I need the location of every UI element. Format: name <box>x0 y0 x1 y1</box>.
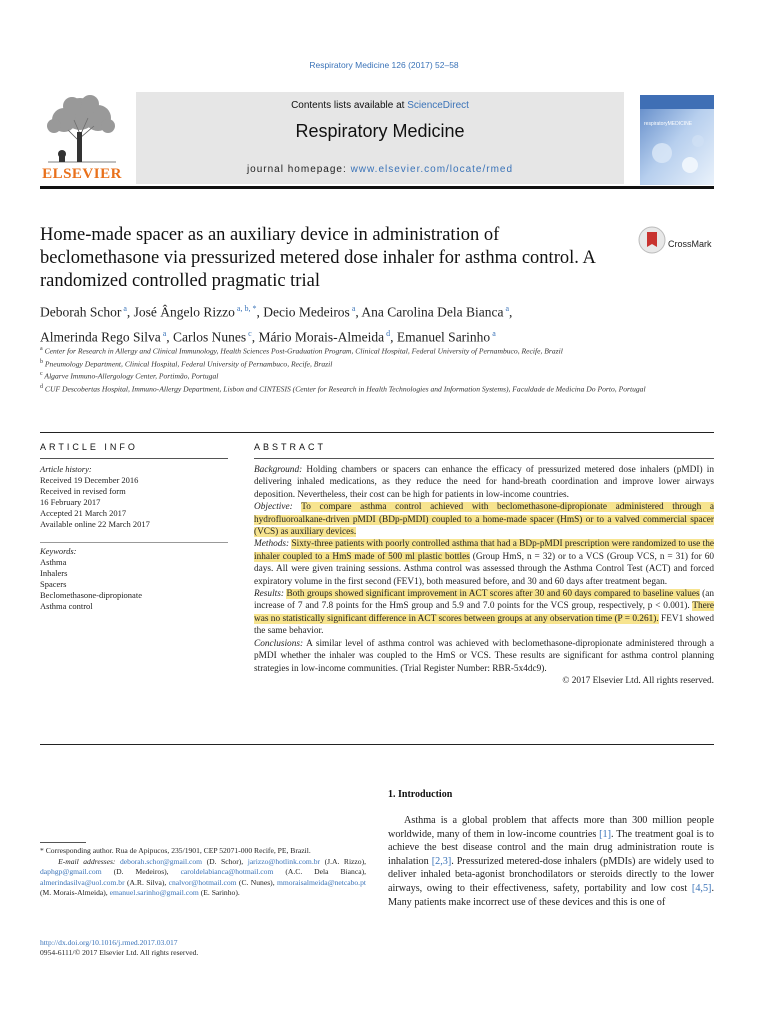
contents-availability <box>136 100 624 111</box>
affiliation-text: Center for Research in Allergy and Clinical Immunology, Health Sciences Post-Graduation Program, Clinical Hospital, Federal University of Pernambuco, Recife, Brazil <box>42 346 563 356</box>
cover-label: respiratoryMEDICINE <box>644 121 693 127</box>
methods-label: Methods: <box>254 539 290 550</box>
email-owner: (D. Schor), <box>202 856 248 866</box>
results-end-text: FEV1 showed the same behavior. <box>254 613 715 637</box>
email-link[interactable]: deborah.schor@gmail.com <box>120 856 203 866</box>
header-rule <box>40 186 714 189</box>
intro-text: Asthma is a global problem that affects more than 300 million people worldwide, many of them in low-income countries <box>388 815 714 840</box>
affiliation-text: CUF Descobertas Hospital, Immuno-Allergy Department, Lisbon and CINTESIS (Center for Research in Health Technologies and Information Systems), Faculdade de Medicina Do Porto, Portugal <box>43 384 646 394</box>
author-list: Deborah Schor $^a$, José Ângelo Rizzo $^{a, b, *}$, Decio Medeiros $^a$, Ana Carolina Dela Bianca $^a$, Almerinda Rego Silva $^a$, Carlos Nunes $^c$, Mário Morais-Almeida $^d$, Emanuel Sarinho $^a$ <box>40 304 516 344</box>
author-affiliation-mark[interactable]: a <box>503 304 510 313</box>
author-name[interactable]: Mário Morais-Almeida <box>258 329 385 344</box>
email-owner: (M. Morais-Almeida), <box>40 888 110 898</box>
abstract-copyright: © 2017 Elsevier Ltd. All rights reserved. <box>562 675 714 686</box>
abstract-body <box>254 464 714 687</box>
footnotes <box>40 846 366 899</box>
keyword-item: Spacers <box>40 579 67 589</box>
author-affiliation-mark[interactable]: a <box>349 304 356 313</box>
author-affiliation-mark[interactable]: a <box>160 328 167 338</box>
email-owner: (J.A. Rizzo), <box>320 856 367 866</box>
email-link[interactable]: jarizzo@hotlink.com.br <box>247 856 321 866</box>
reference-link[interactable]: [2,3] <box>431 855 452 867</box>
doi-link[interactable]: http://dx.doi.org/10.1016/j.rmed.2017.03.017 <box>40 938 178 947</box>
author-name[interactable]: Deborah Schor <box>40 304 122 320</box>
history-line: Available online 22 March 2017 <box>40 519 150 529</box>
abstract-rule <box>254 458 714 459</box>
keyword-item: Inhalers <box>40 568 68 578</box>
history-line: 16 February 2017 <box>40 497 101 507</box>
history-line: Received 19 December 2016 <box>40 475 139 485</box>
article-info-heading: ARTICLE INFO <box>40 442 138 452</box>
contents-prefix: Contents lists available at <box>291 100 408 111</box>
affiliation-mark: c <box>40 371 43 378</box>
reference-link[interactable]: [1] <box>599 828 612 840</box>
background-text: Holding chambers or spacers can enhance the efficacy of pressurized metered dose inhalers (pMDI) in delivering inhaled medications, as they reduce the need for hand-breath coordination and improve lower airways deposition. Nevertheless, their cost can be high for patients in low-income countries. <box>254 465 714 500</box>
introduction-heading: 1. Introduction <box>388 789 453 800</box>
affiliation-item <box>40 382 720 395</box>
journal-banner <box>136 92 624 184</box>
author-name[interactable]: Ana Carolina Dela Bianca <box>361 304 504 320</box>
history-label: Article history: <box>40 464 92 474</box>
affiliation-mark: b <box>40 358 43 365</box>
email-owner: (D. Medeiros), <box>101 867 181 877</box>
author-affiliation-mark[interactable]: a <box>121 304 127 313</box>
email-link[interactable]: almerindasilva@uol.com.br <box>40 877 125 887</box>
email-owner: (E. Sarinho). <box>198 888 240 898</box>
email-link[interactable]: mmoraisalmeida@netcabo.pt <box>276 877 366 887</box>
methods-highlight: Sixty-three patients with poorly controlled asthma that had a BDp-pMDI prescription were randomized to use the inhaler coupled to a HmS made of 500 ml plastic bottles <box>254 539 715 562</box>
results-highlight-1: Both groups showed significant improvement in ACT scores after 30 and 60 days compared to baseline values <box>286 589 700 600</box>
affiliation-text: Algarve Immuno-Allergology Center, Portimão, Portugal <box>42 371 219 381</box>
abstract-heading: ABSTRACT <box>254 442 327 452</box>
crossmark-label: CrossMark <box>668 239 712 249</box>
email-link[interactable]: emanuel.sarinho@gmail.com <box>109 888 199 898</box>
keyword-item: Asthma control <box>40 601 93 611</box>
email-addresses <box>40 857 366 899</box>
affiliation-text: Pneumology Department, Clinical Hospital, Federal University of Pernambuco, Recife, Brazil <box>43 359 333 369</box>
email-owner: (C. Nunes), <box>236 877 277 887</box>
author-name[interactable]: Decio Medeiros <box>263 304 350 320</box>
results-highlight-2: There was no statistically significant difference in ACT scores between groups at any observation time (P = 0.261). <box>254 601 714 624</box>
affiliation-item <box>40 357 720 370</box>
issn-copyright: 0954-6111/© 2017 Elsevier Ltd. All rights reserved. <box>40 948 199 957</box>
conclusions-text: A similar level of asthma control was achieved with beclomethasone-dipropionate administered through a pMDI whether the inhaler was coupled to the HmS or VCS. These results are significant for asthma control planning strategies in low-income communities. (Trial Register Number: RBR-5x4dc9). <box>254 638 714 674</box>
author-affiliation-mark[interactable]: c <box>246 328 252 338</box>
intro-text: . Pressurized metered-dose inhalers (pMDIs) are widely used to deliver inhaled beta-agonist bronchodilators or steroids directly to the lower airways, owing to their effectiveness, safety, portability and low cost <box>388 855 715 894</box>
email-owner: (A.C. Dela Bianca), <box>273 867 367 877</box>
article-info-rule <box>40 458 228 459</box>
intro-text: . Many patients make incorrect use of these devices and this is one of <box>388 882 714 908</box>
keywords-list <box>40 546 228 612</box>
results-text: (an increase of 7 and 7.8 points for the HmS group and 5.9 and 7.0 points for the VCS group, respectively, p < 0.001). <box>254 589 714 612</box>
email-link[interactable]: daphgp@gmail.com <box>40 867 102 877</box>
author-name[interactable]: Carlos Nunes <box>173 329 247 344</box>
article-title: Home-made spacer as an auxiliary device in administration of beclomethasone via pressurized metered dose inhaler for asthma control. A randomized controlled pragmatic trial <box>40 225 595 291</box>
email-link[interactable]: caroldelabianca@hotmail.com <box>180 867 274 877</box>
author-affiliation-mark[interactable]: d <box>384 328 391 338</box>
author-name[interactable]: Almerinda Rego Silva <box>40 329 161 344</box>
email-owner: (A.R. Silva), <box>124 877 169 887</box>
conclusions-label: Conclusions: <box>254 638 304 649</box>
journal-title: Respiratory Medicine <box>295 121 465 141</box>
intro-text: . The treatment goal is to achieve the best disease control and the main drug administration route is inhalation <box>388 828 714 867</box>
email-link[interactable]: cnalvor@hotmail.com <box>168 877 237 887</box>
elsevier-wordmark: ELSEVIER <box>42 166 122 182</box>
author-name[interactable]: Emanuel Sarinho <box>396 329 491 344</box>
homepage-link[interactable]: www.elsevier.com/locate/rmed <box>350 164 514 175</box>
journal-homepage <box>136 164 624 175</box>
keywords-label: Keywords: <box>40 546 77 556</box>
affiliation-item <box>40 344 720 357</box>
history-line: Received in revised form <box>40 486 126 496</box>
affiliation-mark: a <box>40 346 43 352</box>
affiliation-item <box>40 369 720 382</box>
author-affiliation-mark[interactable]: a, b, * <box>234 304 257 313</box>
affiliation-mark: d <box>40 383 43 390</box>
objective-label: Objective: <box>254 502 293 513</box>
introduction-paragraph <box>388 814 714 909</box>
reference-link[interactable]: [4,5] <box>691 882 712 894</box>
corresponding-author-note: * Corresponding author. Rua de Apipucos, 235/1901, CEP 52071-000 Recife, PE, Brazil. <box>40 846 311 855</box>
section-rule <box>40 432 714 433</box>
background-label: Background: <box>254 465 303 475</box>
results-label: Results: <box>254 589 284 600</box>
history-line: Accepted 21 March 2017 <box>40 508 127 518</box>
keywords-rule <box>40 542 228 543</box>
journal-cover-image[interactable] <box>640 95 714 185</box>
affiliation-list <box>40 344 720 394</box>
section-rule <box>40 744 714 745</box>
homepage-prefix: journal homepage: <box>246 164 351 175</box>
keyword-item: Beclomethasone-dipropionate <box>40 590 142 600</box>
footnote-rule <box>40 842 86 843</box>
email-label: E-mail addresses: <box>58 856 116 866</box>
crossmark-icon <box>638 226 666 254</box>
journal-citation-link[interactable]: Respiratory Medicine 126 (2017) 52–58 <box>309 60 459 70</box>
methods-text: (Group HmS, n = 32) or to a VCS (Group VCS, n = 31) for 60 days. All were given training sessions. Asthma control was assessed through the Asthma Control Test (ACT) and forced expiratory volume in the first second (FEV1), both measured before, and 30 and 60 days after treatment began. <box>254 551 714 587</box>
author-affiliation-mark[interactable]: a <box>490 328 496 338</box>
article-history <box>40 464 228 530</box>
author-name[interactable]: José Ângelo Rizzo <box>133 304 235 320</box>
keyword-item: Asthma <box>40 557 67 567</box>
objective-highlight: To compare asthma control achieved with beclomethasone-dipropionate administered through a hydrofluoroalkane-driven pMDI (BDp-pMDI) coupled to a home-made spacer (HmS) or to a valved commercial spacer (VCS) as auxiliary devices. <box>254 502 714 538</box>
sciencedirect-link[interactable]: ScienceDirect <box>407 100 469 111</box>
